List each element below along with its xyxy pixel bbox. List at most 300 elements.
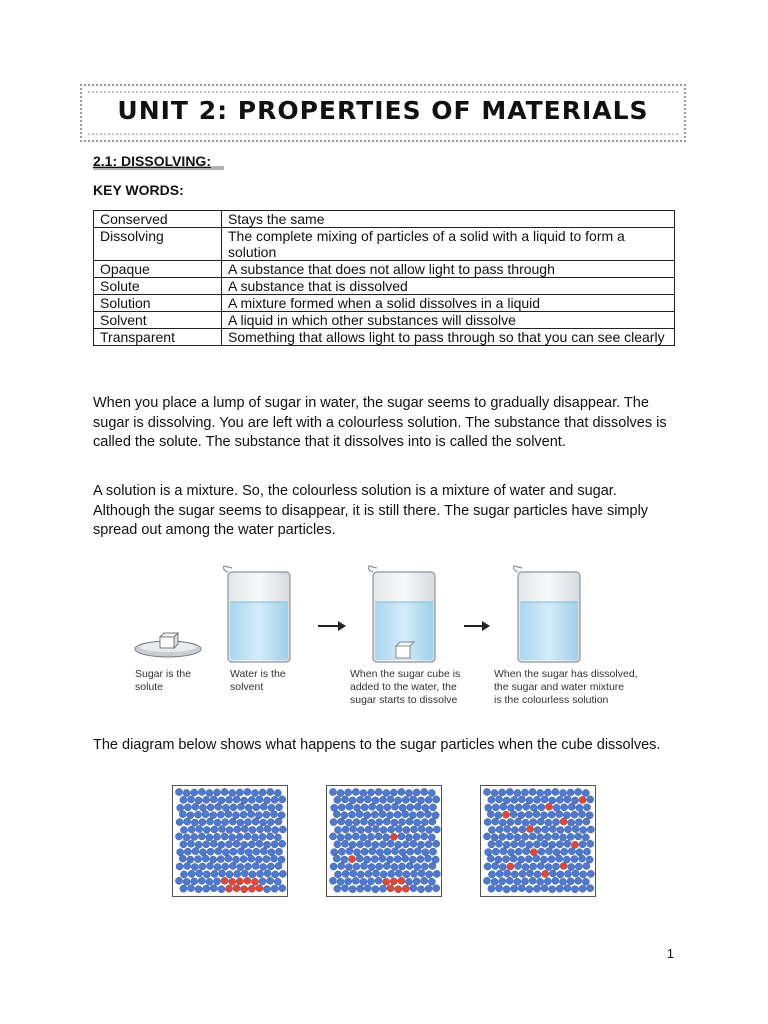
water-particle <box>506 788 513 795</box>
water-particle <box>529 877 536 884</box>
water-particle <box>225 811 232 818</box>
water-particle <box>492 804 499 811</box>
water-particle <box>334 885 341 892</box>
water-particle <box>349 797 356 804</box>
water-particle <box>568 819 575 826</box>
water-particle <box>421 788 428 795</box>
water-particle <box>395 797 402 804</box>
water-particle <box>568 863 575 870</box>
water-particle <box>529 833 536 840</box>
water-particle <box>233 796 240 803</box>
water-particle <box>240 856 247 863</box>
water-particle <box>563 856 570 863</box>
sugar-particle <box>256 885 263 892</box>
water-particle <box>502 856 509 863</box>
water-particle <box>346 848 353 855</box>
water-particle <box>571 886 578 893</box>
keyword-term: Solvent <box>94 312 222 329</box>
keyword-term: Solution <box>94 295 222 312</box>
water-particle <box>233 840 240 847</box>
table-row <box>94 228 675 261</box>
water-particle <box>175 833 182 840</box>
water-particle <box>187 796 194 803</box>
water-particle <box>199 819 206 826</box>
water-particle <box>248 855 255 862</box>
water-particle <box>365 826 372 833</box>
water-particle <box>379 855 386 862</box>
water-particle <box>413 878 420 885</box>
water-particle <box>380 871 387 878</box>
water-particle <box>417 841 424 848</box>
water-particle <box>533 811 540 818</box>
water-particle <box>533 841 540 848</box>
water-particle <box>198 833 205 840</box>
water-particle <box>510 811 517 818</box>
water-particle <box>267 863 274 870</box>
water-particle <box>399 804 406 811</box>
water-particle <box>488 796 495 803</box>
water-particle <box>500 848 507 855</box>
water-particle <box>587 870 594 877</box>
water-particle <box>572 825 579 832</box>
water-particle <box>177 849 184 856</box>
water-particle <box>526 886 533 893</box>
water-particle <box>241 870 248 877</box>
water-particle <box>338 818 345 825</box>
water-particle <box>338 862 345 869</box>
water-particle <box>210 840 217 847</box>
water-particle <box>267 819 274 826</box>
water-particle <box>571 811 578 818</box>
keyword-definition: A liquid in which other substances will dissolve <box>222 312 675 329</box>
water-particle <box>582 878 589 885</box>
water-particle <box>407 804 414 811</box>
water-particle <box>537 862 544 869</box>
water-particle <box>252 862 259 869</box>
water-particle <box>260 848 267 855</box>
water-particle <box>218 841 225 848</box>
keyword-definition: A mixture formed when a solid dissolves in a liquid <box>222 295 675 312</box>
water-particle <box>232 812 239 819</box>
water-particle <box>410 885 417 892</box>
water-particle <box>405 878 412 885</box>
caption-solute: Sugar is the solute <box>135 668 192 693</box>
water-particle <box>177 804 184 811</box>
water-particle <box>345 878 352 885</box>
water-particle <box>218 797 225 804</box>
water-particle <box>194 811 201 818</box>
water-particle <box>383 862 390 869</box>
water-particle <box>491 878 498 885</box>
water-particle <box>409 812 416 819</box>
keyword-term: Opaque <box>94 261 222 278</box>
water-particle <box>402 841 409 848</box>
water-particle <box>545 819 552 826</box>
water-particle <box>379 811 386 818</box>
water-particle <box>414 848 421 855</box>
water-particle <box>405 834 412 841</box>
water-particle <box>337 834 344 841</box>
water-particle <box>405 789 412 796</box>
water-particle <box>353 849 360 856</box>
water-particle <box>330 819 337 826</box>
water-particle <box>226 826 233 833</box>
sugar-particle <box>560 862 567 869</box>
water-particle <box>575 863 582 870</box>
water-particle <box>410 826 417 833</box>
water-particle <box>255 812 262 819</box>
water-particle <box>279 826 286 833</box>
water-particle <box>202 811 209 818</box>
water-particle <box>530 819 537 826</box>
table-row <box>94 278 675 295</box>
water-particle <box>180 885 187 892</box>
water-particle <box>275 862 282 869</box>
water-particle <box>183 789 190 796</box>
water-particle <box>391 863 398 870</box>
water-particle <box>191 878 198 885</box>
water-particle <box>249 826 256 833</box>
water-particle <box>567 789 574 796</box>
water-particle <box>345 863 352 870</box>
water-particle <box>352 833 359 840</box>
water-particle <box>433 885 440 892</box>
water-particle <box>225 796 232 803</box>
water-particle <box>537 789 544 796</box>
water-particle <box>533 855 540 862</box>
water-particle <box>274 878 281 885</box>
water-particle <box>518 885 525 892</box>
water-particle <box>545 863 552 870</box>
water-particle <box>274 789 281 796</box>
water-particle <box>402 796 409 803</box>
water-particle <box>234 870 241 877</box>
water-particle <box>583 818 590 825</box>
water-particle <box>495 840 502 847</box>
water-particle <box>530 863 537 870</box>
water-particle <box>379 796 386 803</box>
water-particle <box>583 848 590 855</box>
water-particle <box>388 870 395 877</box>
water-particle <box>345 833 352 840</box>
water-particle <box>514 789 521 796</box>
water-particle <box>248 796 255 803</box>
water-particle <box>561 804 568 811</box>
water-particle <box>350 870 357 877</box>
water-particle <box>557 871 564 878</box>
water-particle <box>572 870 579 877</box>
water-particle <box>372 825 379 832</box>
water-particle <box>542 826 549 833</box>
water-particle <box>203 885 210 892</box>
water-particle <box>248 811 255 818</box>
water-particle <box>244 819 251 826</box>
water-particle <box>196 870 203 877</box>
water-particle <box>210 796 217 803</box>
water-particle <box>523 848 530 855</box>
water-particle <box>259 833 266 840</box>
water-particle <box>241 797 248 804</box>
water-particle <box>187 885 194 892</box>
water-particle <box>538 804 545 811</box>
water-particle <box>360 834 367 841</box>
water-particle <box>207 848 214 855</box>
water-particle <box>275 848 282 855</box>
water-particle <box>488 871 495 878</box>
water-particle <box>587 840 594 847</box>
water-particle <box>274 834 281 841</box>
water-particle <box>380 826 387 833</box>
water-particle <box>418 870 425 877</box>
water-particle <box>260 803 267 810</box>
water-particle <box>234 826 241 833</box>
water-particle <box>403 826 410 833</box>
water-particle <box>279 885 286 892</box>
sugar-particle <box>244 877 251 884</box>
water-particle <box>492 818 499 825</box>
keyword-term: Transparent <box>94 329 222 346</box>
water-particle <box>383 834 390 841</box>
water-particle <box>214 819 221 826</box>
water-particle <box>582 834 589 841</box>
water-particle <box>545 848 552 855</box>
water-particle <box>192 848 199 855</box>
water-particle <box>499 863 506 870</box>
arrow-right-icon <box>318 621 346 631</box>
water-particle <box>496 870 503 877</box>
water-particle <box>256 826 263 833</box>
water-particle <box>563 812 570 819</box>
water-particle <box>357 796 364 803</box>
water-particle <box>575 788 582 795</box>
water-particle <box>368 819 375 826</box>
water-particle <box>579 885 586 892</box>
water-particle <box>526 870 533 877</box>
water-particle <box>226 871 233 878</box>
water-particle <box>511 841 518 848</box>
water-particle <box>488 841 495 848</box>
water-particle <box>225 841 232 848</box>
water-particle <box>398 788 405 795</box>
water-particle <box>511 871 518 878</box>
water-particle <box>417 811 424 818</box>
water-particle <box>365 870 372 877</box>
water-particle <box>429 862 436 869</box>
water-particle <box>429 848 436 855</box>
water-particle <box>175 788 182 795</box>
water-particle <box>587 885 594 892</box>
water-particle <box>203 871 210 878</box>
water-particle <box>184 862 191 869</box>
table-row <box>94 329 675 346</box>
water-particle <box>175 877 182 884</box>
water-particle <box>553 804 560 811</box>
water-particle <box>213 833 220 840</box>
water-particle <box>402 855 409 862</box>
water-particle <box>507 819 514 826</box>
water-particle <box>364 856 371 863</box>
water-particle <box>483 877 490 884</box>
water-particle <box>361 804 368 811</box>
water-particle <box>556 855 563 862</box>
water-particle <box>424 855 431 862</box>
water-particle <box>544 878 551 885</box>
water-particle <box>367 833 374 840</box>
water-particle <box>432 812 439 819</box>
caption-starts-to-dissolve: When the sugar cube is added to the water, the sugar starts to dissolve <box>350 668 461 706</box>
water-particle <box>564 796 571 803</box>
water-particle <box>525 856 532 863</box>
water-particle <box>364 796 371 803</box>
water-particle <box>244 788 251 795</box>
water-particle <box>506 833 513 840</box>
water-particle <box>552 788 559 795</box>
water-particle <box>372 886 379 893</box>
water-particle <box>540 812 547 819</box>
water-particle <box>188 826 195 833</box>
water-particle <box>183 878 190 885</box>
water-particle <box>279 840 286 847</box>
water-particle <box>414 803 421 810</box>
water-particle <box>580 871 587 878</box>
water-particle <box>587 796 594 803</box>
water-particle <box>237 803 244 810</box>
water-particle <box>241 841 248 848</box>
water-particle <box>499 819 506 826</box>
water-particle <box>260 819 267 826</box>
water-particle <box>376 804 383 811</box>
water-particle <box>526 841 533 848</box>
water-particle <box>391 803 398 810</box>
water-particle <box>194 856 201 863</box>
water-particle <box>210 812 217 819</box>
water-particle <box>406 862 413 869</box>
water-particle <box>556 841 563 848</box>
water-particle <box>264 825 271 832</box>
water-particle <box>184 848 191 855</box>
water-particle <box>271 841 278 848</box>
water-particle <box>579 841 586 848</box>
water-particle <box>495 812 502 819</box>
water-particle <box>237 863 244 870</box>
sugar-particle <box>390 878 397 885</box>
sugar-particle <box>502 811 509 818</box>
water-particle <box>350 825 357 832</box>
water-particle <box>369 848 376 855</box>
water-particle <box>207 804 214 811</box>
beaker-sugar-cube-icon <box>369 566 436 662</box>
water-particle <box>229 834 236 841</box>
water-particle <box>417 797 424 804</box>
water-particle <box>218 825 225 832</box>
water-particle <box>191 863 198 870</box>
water-particle <box>270 811 277 818</box>
water-particle <box>421 863 428 870</box>
water-particle <box>491 834 498 841</box>
water-particle <box>356 811 363 818</box>
beaker-water-icon <box>224 566 291 662</box>
sugar-particle <box>248 885 255 892</box>
water-particle <box>203 826 210 833</box>
paragraph-sugar-dissolving: When you place a lump of sugar in water, the sugar seems to gradually disappear. The sugar is dissolving. You are left with a colourless solution. The substance that dissolves is called the solute. The substance that it dissolves into is called the solvent. <box>93 395 667 450</box>
water-particle <box>491 789 498 796</box>
water-particle <box>342 826 349 833</box>
title-banner <box>80 84 686 142</box>
water-particle <box>394 856 401 863</box>
water-particle <box>529 788 536 795</box>
water-particle <box>222 804 229 811</box>
water-particle <box>541 796 548 803</box>
sugar-particle <box>398 877 405 884</box>
paragraph-solution-mixture: A solution is a mixture. So, the colourless solution is a mixture of water and sugar. Although the sugar seems to disappear, it is still there. The sugar particles have simply spread out among the water particles. <box>93 483 649 538</box>
water-particle <box>583 862 590 869</box>
water-particle <box>568 848 575 855</box>
water-particle <box>263 811 270 818</box>
water-particle <box>410 870 417 877</box>
water-particle <box>195 797 202 804</box>
water-particle <box>576 804 583 811</box>
particle-box-dissolved <box>480 785 596 897</box>
water-particle <box>422 849 429 856</box>
water-particle <box>564 870 571 877</box>
water-particle <box>371 811 378 818</box>
water-particle <box>357 826 364 833</box>
water-particle <box>556 796 563 803</box>
water-particle <box>587 826 594 833</box>
water-particle <box>530 804 537 811</box>
water-particle <box>369 803 376 810</box>
water-particle <box>510 855 517 862</box>
water-particle <box>329 877 336 884</box>
water-particle <box>519 826 526 833</box>
water-particle <box>368 863 375 870</box>
water-particle <box>541 840 548 847</box>
water-particle <box>337 878 344 885</box>
water-particle <box>534 826 541 833</box>
water-particle <box>338 848 345 855</box>
water-particle <box>268 849 275 856</box>
sugar-particle <box>221 877 228 884</box>
water-particle <box>578 811 585 818</box>
water-particle <box>395 841 402 848</box>
water-particle <box>433 826 440 833</box>
water-particle <box>414 863 421 870</box>
water-particle <box>211 870 218 877</box>
water-particle <box>215 803 222 810</box>
water-particle <box>260 863 267 870</box>
sugar-particle <box>225 885 232 892</box>
water-particle <box>544 789 551 796</box>
water-particle <box>522 863 529 870</box>
water-particle <box>353 804 360 811</box>
water-particle <box>421 819 428 826</box>
water-particle <box>433 840 440 847</box>
keywords-heading: KEY WORDS: <box>93 182 184 198</box>
keyword-term: Conserved <box>94 211 222 228</box>
water-particle <box>203 796 210 803</box>
water-particle <box>387 796 394 803</box>
water-particle <box>548 856 555 863</box>
water-particle <box>388 826 395 833</box>
water-particle <box>222 863 229 870</box>
water-particle <box>217 811 224 818</box>
water-particle <box>537 834 544 841</box>
water-particle <box>394 811 401 818</box>
water-particle <box>386 812 393 819</box>
water-particle <box>487 855 494 862</box>
water-particle <box>488 885 495 892</box>
water-particle <box>428 789 435 796</box>
